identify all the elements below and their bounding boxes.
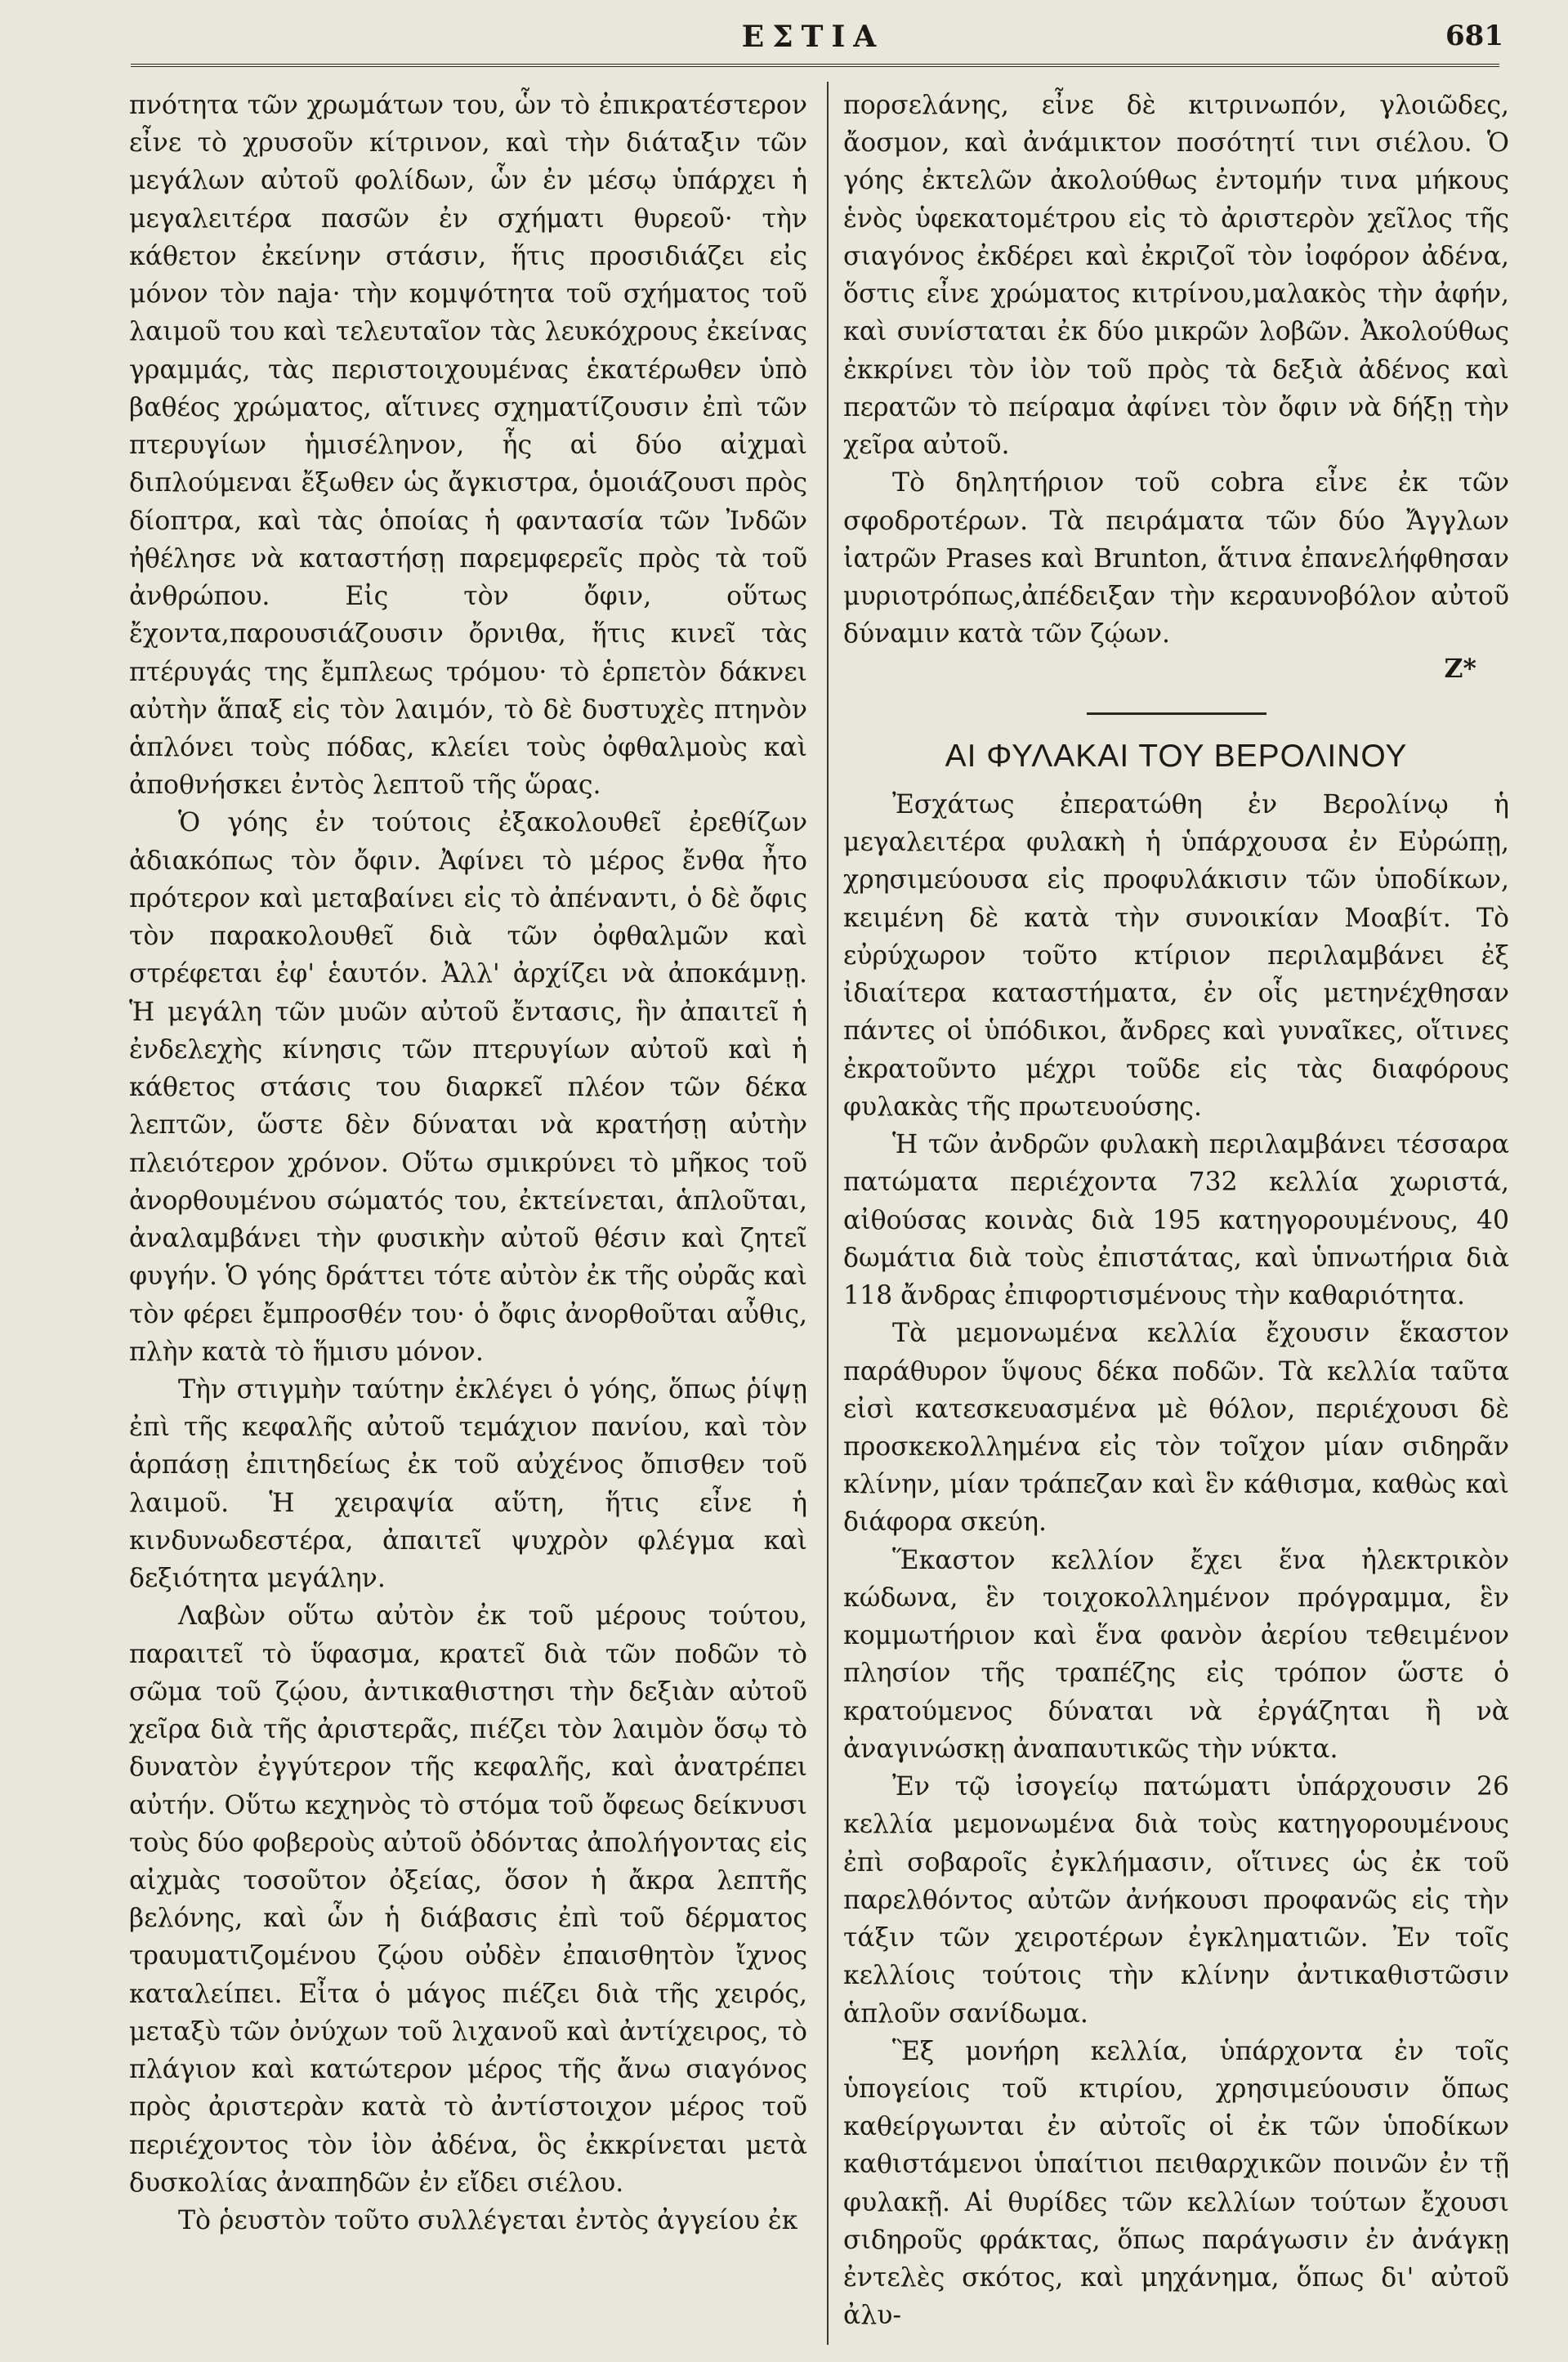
header-rule (131, 64, 1499, 67)
right-column (843, 87, 1509, 2350)
article-paragraph: Ὁ γόης ἐν τούτοις ἐξακολουθεῖ ἐρεθίζων ἀδιακόπως τὸν ὄφιν. Ἀφίνει τὸ μέρος ἔνθα ἦτο πρότερον καὶ μεταβαίνει εἰς τὸ ἀπέναντι, ὁ δὲ ὄφις τὸν παρακολουθεῖ διὰ τῶν ὀφθαλμῶν καὶ στρέφεται ἐφ' ἑαυτόν. Ἀλλ' ἀρχίζει νὰ ἀποκάμνῃ. Ἡ μεγάλη τῶν μυῶν αὐτοῦ ἔντασις, ἣν ἀπαιτεῖ ἡ ἐνδελεχὴς κίνησις τῶν πτερυγίων αὐτοῦ καὶ ἡ κάθετος στάσις του διαρκεῖ πλέον τῶν δέκα λεπτῶν, ὥστε δὲν δύναται νὰ κρατήσῃ αὐτὴν πλειότερον χρόνον. Οὕτω σμικρύνει τὸ μῆκος τοῦ ἀνορθουμένου σώματός του, ἐκτείνεται, ἁπλοῦται, ἀναλαμβάνει τὴν φυσικὴν αὐτοῦ θέσιν καὶ ζητεῖ φυγήν. Ὁ γόης δράττει τότε αὐτὸν ἐκ τῆς οὐρᾶς καὶ τὸν φέρει ἔμπροσθέν του· ὁ ὄφις ἀνορθοῦται αὖθις, πλὴν κατὰ τὸ ἥμισυ μόνον. (129, 808, 807, 1367)
newspaper-title: ΕΣΤΙΑ (741, 20, 885, 54)
article-paragraph: πορσελάνης, εἶνε δὲ κιτρινωπόν, γλοιῶδες, ἄοσμον, καὶ ἀνάμικτον ποσότητί τινι σιέλου. Ὁ γόης ἐκτελῶν ἀκολούθως ἐντομήν τινα μήκους ἑνὸς ὑφεκατομέτρου εἰς τὸ ἀριστερὸν χεῖλος τῆς σιαγόνος ἐκδέρει καὶ ἐκριζοῖ τὸν ἰοφόρον ἀδένα, ὅστις εἶνε χρώματος κιτρίνου,μαλακὸς τὴν ἀφήν, καὶ συνίσταται ἐκ δύο μικρῶν λοβῶν. Ἀκολούθως ἐκκρίνει τὸν ἰὸν τοῦ πρὸς τὰ δεξιὰ ἀδένος καὶ περατῶν τὸ πείραμα ἀφίνει τὸν ὄφιν νὰ δήξῃ τὴν χεῖρα αὐτοῦ. (843, 91, 1509, 461)
page-number: 681 (1445, 20, 1503, 52)
article-paragraph: Ἡ τῶν ἀνδρῶν φυλακὴ περιλαμβάνει τέσσαρα πατώματα περιέχοντα 732 κελλία χωριστά, αἰθούσας κοινὰς διὰ 195 κατηγορουμένους, 40 δωμάτια διὰ τοὺς ἐπιστάτας, καὶ ὑπνωτήρια διὰ 118 ἄνδρας ἐπιφορτισμένους τὴν καθαριότητα. (843, 1130, 1509, 1311)
article-paragraph: Τὸ ῥευστὸν τοῦτο συλλέγεται ἐντὸς ἀγγείου ἐκ (178, 2206, 798, 2236)
author-signature: Ζ* (1444, 653, 1476, 684)
section-separator (1087, 712, 1266, 715)
article-paragraph: Ἓξ μονήρη κελλία, ὑπάρχοντα ἐν τοῖς ὑπογείοις τοῦ κτιρίου, χρησιμεύουσιν ὅπως καθείργωνται ἐν αὐτοῖς οἱ ἐκ τῶν ὑποδίκων καθιστάμενοι ὑπαίτιοι πειθαρχικῶν ποινῶν ἐν τῇ φυλακῇ. Αἱ θυρίδες τῶν κελλίων τούτων ἔχουσι σιδηροῦς φράκτας, ὅπως παράγωσιν ἐν ἀνάγκῃ ἐντελὲς σκότος, καὶ μηχάνημα, ὅπως δι' αὐτοῦ ἀλυ- (843, 2036, 1509, 2331)
article-paragraph: πνότητα τῶν χρωμάτων του, ὧν τὸ ἐπικρατέστερον εἶνε τὸ χρυσοῦν κίτρινον, καὶ τὴν διάταξιν τῶν μεγάλων αὐτοῦ φολίδων, ὧν ἐν μέσῳ ὑπάρχει ἡ μεγαλειτέρα πασῶν ἐν σχήματι θυρεοῦ· τὴν κάθετον ἐκείνην στάσιν, ἥτις προσιδιάζει εἰς μόνον τὸν naja· τὴν κομψότητα τοῦ σχήματος τοῦ λαιμοῦ του καὶ τελευταῖον τὰς λευκόχρους ἐκείνας γραμμάς, τὰς περιστοιχουμένας ἑκατέρωθεν ὑπὸ βαθέος χρώματος, αἵτινες σχηματίζουσιν ἐπὶ τῶν πτερυγίων ἡμισέληνον, ἧς αἱ δύο αἰχμαὶ διπλούμεναι ἔξωθεν ὡς ἄγκιστρα, ὁμοιάζουσι πρὸς δίοπτρα, καὶ τὰς ὁποίας ἡ φαντασία τῶν Ἰνδῶν ἠθέλησε νὰ καταστήσῃ παρεμφερεῖς πρὸς τὰ τοῦ ἀνθρώπου. Εἰς τὸν ὄφιν, οὕτως ἔχοντα,παρουσιάζουσιν ὄρνιθα, ἥτις κινεῖ τὰς πτέρυγάς της ἔμπλεως τρόμου· τὸ ἑρπετὸν δάκνει αὐτὴν ἅπαξ εἰς τὸν λαιμόν, τὸ δὲ δυστυχὲς πτηνὸν ἁπλόνει τοὺς πόδας, κλείει τοὺς ὀφθαλμοὺς καὶ ἀποθνήσκει ἐντὸς λεπτοῦ τῆς ὥρας. (129, 91, 807, 801)
article-paragraph: Τὴν στιγμὴν ταύτην ἐκλέγει ὁ γόης, ὅπως ῥίψῃ ἐπὶ τῆς κεφαλῆς αὐτοῦ τεμάχιον πανίου, καὶ τὸν ἁρπάσῃ ἐπιτηδείως ἐκ τοῦ αὐχένος ὄπισθεν τοῦ λαιμοῦ. Ἡ χειραψία αὕτη, ἥτις εἶνε ἡ κινδυνωδεστέρα, ἀπαιτεῖ ψυχρὸν φλέγμα καὶ δεξιότητα μεγάλην. (129, 1374, 807, 1594)
article-paragraph: Τὸ δηλητήριον τοῦ cobra εἶνε ἐκ τῶν σφοδροτέρων. Τὰ πειράματα τῶν δύο Ἄγγλων ἰατρῶν Prases καὶ Brunton, ἅτινα ἐπανελήφθησαν μυριοτρόπως,ἀπέδειξαν τὴν κεραυνοβόλον αὐτοῦ δύναμιν κατὰ τῶν ζῴων. (843, 468, 1509, 650)
section-title: ΑΙ ΦΥΛΑΚΑΙ ΤΟΥ ΒΕΡΟΛΙΝΟΥ (945, 738, 1408, 774)
article-paragraph: Ἐσχάτως ἐπερατώθη ἐν Βερολίνῳ ἡ μεγαλειτέρα φυλακὴ ἡ ὑπάρχουσα ἐν Εὐρώπῃ, χρησιμεύουσα εἰς προφυλάκισιν τῶν ὑποδίκων, κειμένη δὲ κατὰ τὴν συνοικίαν Μοαβίτ. Τὸ εὐρύχωρον τοῦτο κτίριον περιλαμβάνει ἐξ ἰδιαίτερα καταστήματα, ἐν οἷς μετηνέχθησαν πάντες οἱ ὑπόδικοι, ἄνδρες καὶ γυναῖκες, οἵτινες ἐκρατοῦντο μέχρι τοῦδε εἰς τὰς διαφόρους φυλακὰς τῆς πρωτευούσης. (843, 790, 1509, 1122)
page-header (123, 15, 1503, 56)
article-paragraph: Τὰ μεμονωμένα κελλία ἔχουσιν ἕκαστον παράθυρον ὕψους δέκα ποδῶν. Τὰ κελλία ταῦτα εἰσὶ κατεσκευασμένα μὲ θόλον, περιέχουσι δὲ προσκεκολλημένα εἰς τὸν τοῖχον μίαν σιδηρᾶν κλίνην, μίαν τράπεζαν καὶ ἓν κάθισμα, καθὼς καὶ διάφορα σκεύη. (843, 1319, 1509, 1538)
article-paragraph: Λαβὼν οὕτω αὐτὸν ἐκ τοῦ μέρους τούτου, παραιτεῖ τὸ ὕφασμα, κρατεῖ διὰ τῶν ποδῶν τὸ σῶμα τοῦ ζῴου, ἀντικαθιστησι τὴν δεξιὰν αὐτοῦ χεῖρα διὰ τῆς ἀριστερᾶς, πιέζει τὸν λαιμὸν ὅσῳ τὸ δυνατὸν ἐγγύτερον τῆς κεφαλῆς, καὶ ἀνατρέπει αὐτήν. Οὕτω κεχηνὸς τὸ στόμα τοῦ ὄφεως δείκνυσι τοὺς δύο φοβεροὺς αὐτοῦ ὀδόντας ἀπολήγοντας εἰς αἰχμὰς τοσοῦτον ὀξείας, ὅσον ἡ ἄκρα λεπτῆς βελόνης, καὶ ὧν ἡ διάβασις ἐπὶ τοῦ δέρματος τραυματιζομένου ζῴου οὐδὲν ἐπαισθητὸν ἴχνος καταλείπει. Εἶτα ὁ μάγος πιέζει διὰ τῆς χειρός, μεταξὺ τῶν ὀνύχων τοῦ λιχανοῦ καὶ ἀντίχειρος, τὸ πλάγιον καὶ κατώτερον μέρος τῆς ἄνω σιαγόνος πρὸς ἀριστερὰν κατὰ τὸ ἀντίστοιχον μέρος τοῦ περιέχοντος τὸν ἰὸν ἀδένα, ὃς ἐκκρίνεται μετὰ δυσκολίας ἀναπηδῶν ἐν εἴδει σιέλου. (129, 1601, 807, 2198)
left-column (129, 87, 807, 2350)
column-divider (827, 82, 829, 2345)
article-paragraph: Ἕκαστον κελλίον ἔχει ἕνα ἠλεκτρικὸν κώδωνα, ἓν τοιχοκολλημένον πρόγραμμα, ἓν κομμωτήριον καὶ ἕνα φανὸν ἀερίου τεθειμένον πλησίον τῆς τραπέζης εἰς τρόπον ὥστε ὁ κρατούμενος δύναται νὰ ἐργάζηται ἢ νὰ ἀναγινώσκῃ ἀναπαυτικῶς τὴν νύκτα. (843, 1545, 1509, 1764)
article-paragraph: Ἐν τῷ ἰσογείῳ πατώματι ὑπάρχουσιν 26 κελλία μεμονωμένα διὰ τοὺς κατηγορουμένους ἐπὶ σοβαροῖς ἐγκλήμασιν, οἵτινες ὡς ἐκ τοῦ παρελθόντος αὐτῶν ἀνήκουσι προφανῶς εἰς τὴν τάξιν τῶν χειροτέρων ἐγκληματιῶν. Ἐν τοῖς κελλίοις τούτοις τὴν κλίνην ἀντικαθιστῶσιν ἁπλοῦν σανίδωμα. (843, 1772, 1509, 2029)
